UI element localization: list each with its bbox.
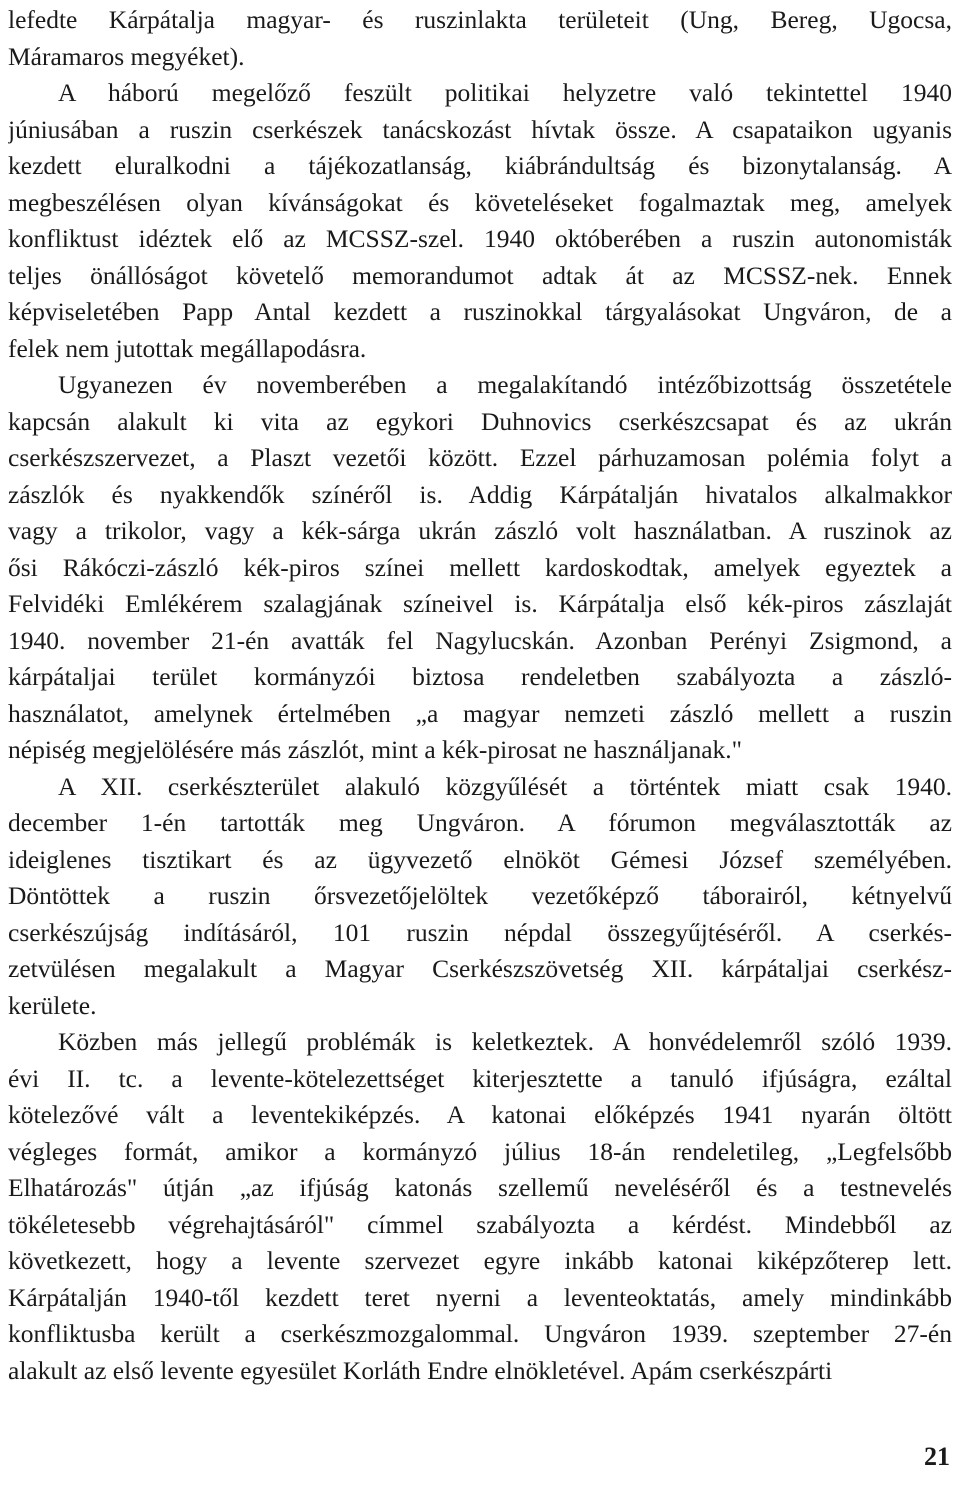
text-line: népiség megjelölésére más zászlót, mint a kék-pirosat ne használjanak."	[8, 735, 743, 764]
text-line: Elhatározás" útján „az ifjúság katonás szellemű neveléséről és a testnevelés	[8, 1173, 952, 1202]
text-line: képviseletében Papp Antal kezdett a ruszinokkal tárgyalásokat Ungváron, de a	[8, 297, 952, 326]
text-line: Kárpátalján 1940-től kezdett teret nyerni a leventeoktatás, amely mindinkább	[8, 1282, 952, 1312]
text-line: cserkészújság indításáról, 101 ruszin népdal összegyűjtéséről. A cserkés-	[8, 917, 952, 947]
text-line: kötelezővé vált a leventekiképzés. A katonai előképzés 1941 nyarán öltött	[8, 1100, 952, 1129]
text-line: évi II. tc. a levente-kötelezettséget kiterjesztette a tanuló ifjúságra, ezáltal	[8, 1063, 952, 1093]
text-line: alakult az első levente egyesület Korláth Endre elnökletével. Apám cserkészpárti	[8, 1355, 833, 1385]
text-line: Ugyanezen év novemberében a megalakítandó intézőbizottság összetétele	[58, 370, 952, 399]
text-line: ősi Rákóczi-zászló kék-piros színei mellett kardoskodtak, amelyek egyeztek a	[8, 552, 952, 582]
text-line: A háború megelőző feszült politikai helyzetre való tekintettel 1940	[58, 78, 952, 107]
text-line: konfliktust idéztek elő az MCSSZ-szel. 1940 októberében a ruszin autonomisták	[8, 224, 952, 253]
text-line: kárpátaljai terület kormányzói biztosa rendeletben szabályozta a zászló-	[8, 662, 952, 691]
text-line: júniusában a ruszin cserkészek tanácskozást hívtak össze. A csapataikon ugyanis	[8, 114, 952, 144]
page-number: 21	[924, 1442, 950, 1471]
text-line: végleges formát, amikor a kormányzó július 18-án rendeletileg, „Legfelsőbb	[8, 1136, 952, 1166]
text-line: Döntöttek a ruszin őrsvezetőjelöltek vezetőképző táborairól, kétnyelvű	[8, 881, 952, 910]
text-line: tökéletesebb végrehajtásáról" címmel szabályozta a kérdést. Mindebből az	[8, 1209, 952, 1239]
text-line: Közben más jellegű problémák is keletkeztek. A honvédelemről szóló 1939.	[58, 1027, 952, 1056]
text-line: kapcsán alakult ki vita az egykori Duhnovics cserkészcsapat és az ukrán	[8, 406, 952, 436]
text-line: teljes önállóságot követelő memorandumot adtak át az MCSSZ-nek. Ennek	[8, 260, 952, 290]
text-line: használatot, amelynek értelmében „a magyar nemzeti zászló mellett a ruszin	[8, 698, 952, 728]
text-line: lefedte Kárpátalja magyar- és ruszinlakta területeit (Ung, Bereg, Ugocsa,	[8, 5, 952, 34]
text-line: Máramaros megyéket).	[8, 41, 245, 71]
text-line: zászlók és nyakkendők színéről is. Addig Kárpátalján hivatalos alkalmakkor	[8, 479, 952, 509]
text-line: kerülete.	[8, 990, 97, 1020]
text-line: december 1-én tartották meg Ungváron. A fórumon megválasztották az	[8, 808, 952, 837]
text-line: cserkészszervezet, a Plaszt vezetői között. Ezzel párhuzamosan polémia folyt a	[8, 443, 952, 472]
text-line: ideiglenes tisztikart és az ügyvezető elnököt Gémesi József személyében.	[8, 844, 952, 874]
text-line: megbeszélésen olyan kívánságokat és követeléseket fogalmaztak meg, amelyek	[8, 187, 952, 217]
text-line: 1940. november 21-én avatták fel Nagylucskán. Azonban Perényi Zsigmond, a	[8, 625, 952, 655]
text-line: zetvülésen megalakult a Magyar Cserkészszövetség XII. kárpátaljai cserkész-	[8, 954, 952, 983]
text-line: felek nem jutottak megállapodásra.	[8, 333, 367, 363]
text-line: következett, hogy a levente szervezet egyre inkább katonai kiképzőterep lett.	[8, 1246, 952, 1275]
text-line: kezdett eluralkodni a tájékozatlanság, kiábrándultság és bizonytalanság. A	[8, 151, 952, 180]
text-line: Felvidéki Emlékérem szalagjának színeivel is. Kárpátalja első kék-piros zászlaját	[8, 589, 952, 618]
text-line: vagy a trikolor, vagy a kék-sárga ukrán zászló volt használatban. A ruszinok az	[8, 516, 952, 545]
text-line: A XII. cserkészterület alakuló közgyűlését a történtek miatt csak 1940.	[58, 771, 952, 801]
text-line: konfliktusba került a cserkészmozgalommal. Ungváron 1939. szeptember 27-én	[8, 1319, 952, 1348]
